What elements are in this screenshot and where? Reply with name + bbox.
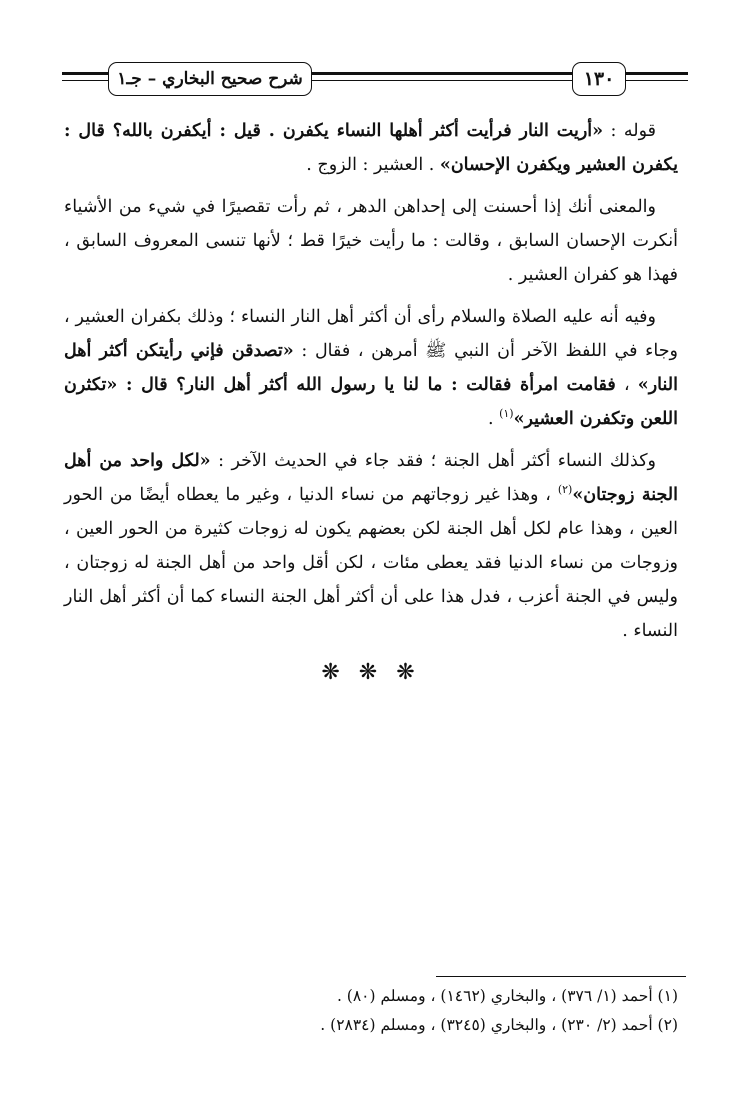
footnote-ref-1[interactable]: (١)	[499, 407, 514, 421]
footnote-1: (١) أحمد (١/ ٣٧٦) ، والبخاري (١٤٦٢) ، ومسلم (٨٠) .	[336, 987, 678, 1005]
running-title: شرح صحيح البخاري – جـ١	[108, 62, 312, 96]
paragraph-3	[64, 300, 678, 436]
text-span: ،	[615, 375, 638, 395]
footnote-divider	[436, 976, 686, 977]
text-span: وكذلك النساء أكثر أهل الجنة ؛ فقد جاء في الحديث الآخر :	[210, 451, 656, 471]
page-header	[62, 60, 688, 100]
paragraph-2: والمعنى أنك إذا أحسنت إلى إحداهن الدهر ، ثم رأت تقصيرًا في شيء من الأشياء أنكرت الإحسان السابق ، وقالت : ما رأيت خيرًا قط ؛ لأنها تنسى المعروف السابق ، فهذا هو كفران العشير .	[64, 197, 678, 285]
hadith-quote: «تصدقن فإني رأيتكن أكثر أهل النار»	[64, 341, 678, 395]
footnotes	[64, 982, 678, 1040]
main-text	[64, 114, 678, 690]
page-number: ١٣٠	[572, 62, 626, 96]
paragraph-1	[64, 114, 678, 182]
footnote-2: (٢) أحمد (٢/ ٢٣٠) ، والبخاري (٣٢٤٥) ، ومسلم (٢٨٣٤) .	[320, 1016, 678, 1034]
paragraph-4	[64, 444, 678, 648]
text-span: ، وهذا غير زوجاتهم من نساء الدنيا ، وغير ما يعطاه أيضًا من الحور العين ، وهذا عام لكل أهل الجنة لكن بعضهم يكون له زوجات كثيرة من الحور العين ، وزوجات من نساء الدنيا فقد يعطى مئات ، لكن أقل واحد من أهل الجنة له زوجتان ، وليس في الجنة أعزب ، فدل هذا على أن أكثر أهل الجنة النساء كما أن أكثر أهل النار النساء .	[64, 485, 678, 641]
section-separator: ❋ ❋ ❋	[321, 660, 421, 685]
hadith-quote: «أريت النار فرأيت أكثر أهلها النساء يكفرن . قيل : أيكفرن بالله؟ قال : يكفرن العشير ويكفرن الإحسان»	[64, 121, 678, 175]
text-span: . العشير : الزوج .	[306, 155, 440, 175]
footnote-ref-2[interactable]: (٢)	[557, 483, 573, 497]
text-span: .	[487, 409, 500, 429]
text-span: قوله :	[603, 121, 656, 141]
text-span: وفيه أنه عليه الصلاة والسلام رأى أن أكثر أهل النار النساء ؛ وذلك بكفران العشير ، وجاء في اللفظ الآخر أن النبي ﷺ أمرهن ، فقال :	[64, 307, 679, 361]
hadith-quote: «لكل واحد من أهل الجنة زوجتان»	[64, 451, 678, 505]
hadith-quote: فقامت امرأة فقالت : ما لنا يا رسول الله أكثر أهل النار؟ قال : «تكثرن اللعن وتكفرن العشير»	[64, 375, 678, 429]
